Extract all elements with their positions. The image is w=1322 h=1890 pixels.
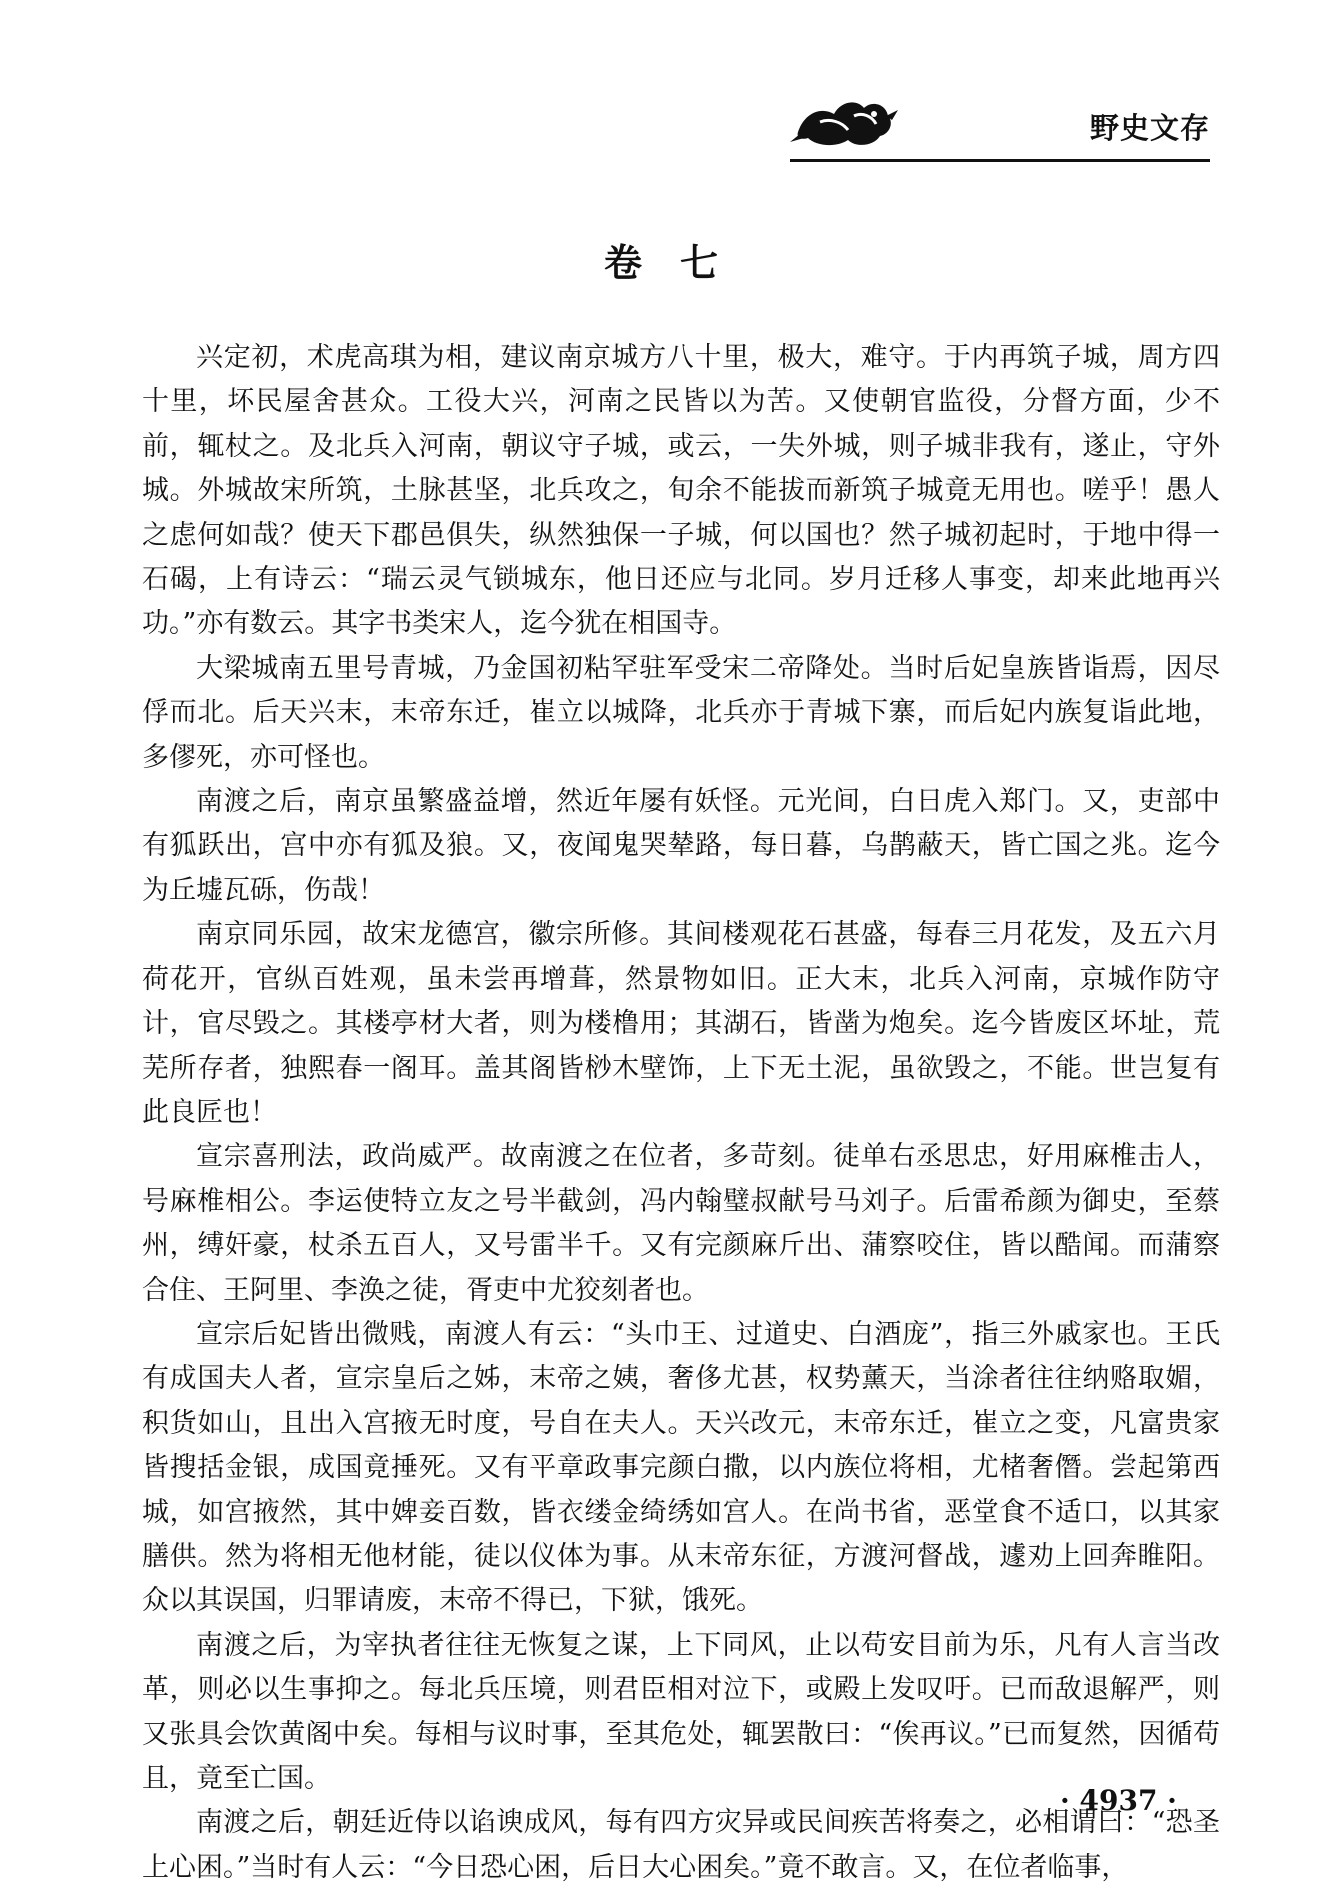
paragraph: 宣宗喜刑法，政尚威严。故南渡之在位者，多苛刻。徒单右丞思忠，好用麻椎击人，号麻椎相公。李运使特立友之号半截剑，冯内翰璧叔献号马刘子。后雷希颜为御史，至蔡州，缚奸豪，杖杀五百人，又号雷半千。又有完颜麻斤出、蒲察咬住，皆以酷闻。而蒲察合住、王阿里、李涣之徒，胥吏中尤狡刻者也。 <box>142 1141 1220 1306</box>
dragon-emblem-icon <box>790 92 900 154</box>
header-rule <box>790 159 1210 162</box>
paragraph: 兴定初，术虎高琪为相，建议南京城方八十里，极大，难守。于内再筑子城，周方四十里，坏民屋舍甚众。工役大兴，河南之民皆以为苦。又使朝官监役，分督方面，少不前，辄杖之。及北兵入河南，朝议守子城，或云，一失外城，则子城非我有，遂止，守外城。外城故宋所筑，土脉甚坚，北兵攻之，旬余不能拔而新筑子城竟无用也。嗟乎！愚人之虑何如哉？使天下郡邑俱失，纵然独保一子城，何以国也？然子城初起时，于地中得一石碣，上有诗云：“瑞云灵气锁城东，他日还应与北同。岁月迁移人事变，却来此地再兴功。”亦有数云。其字书类宋人，迄今犹在相国寺。 <box>142 342 1220 640</box>
paragraph: 南渡之后，朝廷近侍以谄谀成风，每有四方灾异或民间疾苦将奏之，必相谓曰：“恐圣上心困。”当时有人云：“今日恐心困，后日大心困矣。”竟不敢言。又，在位者临事， <box>142 1807 1220 1883</box>
paragraph: 宣宗后妃皆出微贱，南渡人有云：“头巾王、过道史、白酒庞”，指三外戚家也。王氏有成国夫人者，宣宗皇后之姊，末帝之姨，奢侈尤甚，权势薰天，当涂者往往纳赂取媚，积货如山，且出入宫掖无时度，号自在夫人。天兴改元，末帝东迁，崔立之变，凡富贵家皆搜括金银，成国竟捶死。又有平章政事完颜白撒，以内族位将相，尤楮奢僭。尝起第西城，如宫掖然，其中婢妾百数，皆衣缕金绮绣如宫人。在尚书省，恶堂食不适口，以其家膳供。然为将相无他材能，徒以仪体为事。从末帝东征，方渡河督战，遽劝上回奔睢阳。众以其误国，归罪请废，末帝不得已，下狱，饿死。 <box>142 1318 1220 1617</box>
page-number: · 4937 · <box>1060 1784 1177 1817</box>
paragraph: 大梁城南五里号青城，乃金国初粘罕驻军受宋二帝降处。当时后妃皇族皆诣焉，因尽俘而北。后天兴末，末帝东迁，崔立以城降，北兵亦于青城下寨，而后妃内族复诣此地，多僇死，亦可怪也。 <box>142 652 1220 773</box>
body-text <box>142 336 1220 1890</box>
series-title: 野史文存 <box>1089 111 1210 145</box>
paragraph: 南京同乐园，故宋龙德宫，徽宗所修。其间楼观花石甚盛，每春三月花发，及五六月荷花开，官纵百姓观，虽未尝再增葺，然景物如旧。正大末，北兵入河南，京城作防守计，官尽毁之。其楼亭材大者，则为楼橹用；其湖石，皆凿为炮矣。迄今皆废区坏址，荒芜所存者，独熙春一阁耳。盖其阁皆桫木壁饰，上下无土泥，虽欲毁之，不能。世岂复有此良匠也！ <box>142 919 1220 1128</box>
chapter-title: 卷 七 <box>603 241 718 285</box>
paragraph: 南渡之后，南京虽繁盛益增，然近年屡有妖怪。元光间，白日虎入郑门。又，吏部中有狐跃出，宫中亦有狐及狼。又，夜闻鬼哭辇路，每日暮，乌鹊蔽天，皆亡国之兆。迄今为丘墟瓦砾，伤哉！ <box>142 786 1220 906</box>
running-header <box>790 84 1210 162</box>
paragraph: 南渡之后，为宰执者往往无恢复之谋，上下同风，止以苟安目前为乐，凡有人言当改革，则必以生事抑之。每北兵压境，则君臣相对泣下，或殿上发叹吁。已而敌退解严，则又张具会饮黄阁中矣。每相与议时事，至其危处，辄罢散曰：“俟再议。”已而复然，因循苟且，竟至亡国。 <box>142 1629 1220 1794</box>
